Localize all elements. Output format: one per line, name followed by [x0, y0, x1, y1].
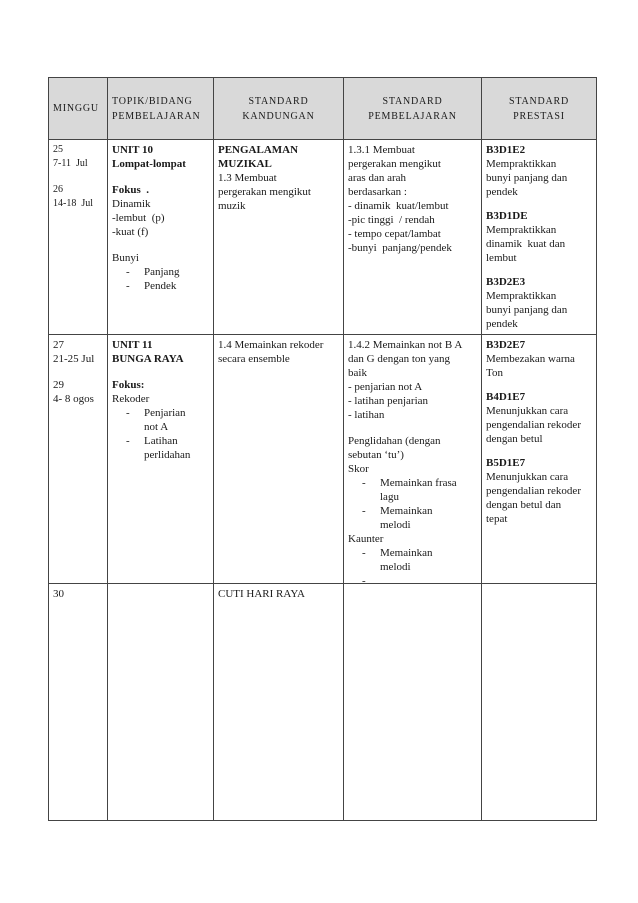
header-row — [49, 78, 597, 140]
kandungan-cell: CUTI HARI RAYA — [214, 584, 344, 821]
table-row — [49, 584, 597, 821]
pembelajaran-cell: 1.3.1 Membuat pergerakan mengikut aras dan arah berdasarkan : - dinamik kuat/lembut -pic tinggi / rendah - tempo cepat/lambat -bunyi panjang/pendek — [344, 140, 482, 335]
header-minggu: MINGGU — [49, 78, 108, 140]
list-item: - Memainkan melodi — [362, 546, 477, 574]
lesson-plan-table — [48, 77, 597, 821]
kandungan-cell: 1.4 Memainkan rekoder secara ensemble — [214, 335, 344, 584]
header-standard-prestasi: STANDARD PRESTASI — [482, 78, 597, 140]
pembelajaran-cell — [344, 584, 482, 821]
list-item: - Panjang — [126, 265, 209, 279]
minggu-cell: 27 21-25 Jul 29 4- 8 ogos — [49, 335, 108, 584]
topik-cell: UNIT 10 Lompat-lompat Fokus . Dinamik -lembut (p) -kuat (f) Bunyi - Panjang - Pendek — [108, 140, 214, 335]
list-item: - Memainkan frasa lagu — [362, 476, 477, 504]
kandungan-cell: PENGALAMAN MUZIKAL 1.3 Membuat pergerakan mengikut muzik — [214, 140, 344, 335]
list-item: - Penjarian not A — [126, 406, 209, 434]
header-topik: TOPIK/BIDANG PEMBELAJARAN — [108, 78, 214, 140]
topik-cell: UNIT 11 BUNGA RAYA Fokus: Rekoder - Penjarian not A - Latihan perlidahan — [108, 335, 214, 584]
prestasi-cell: B3D2E7 Membezakan warna Ton B4D1E7 Menunjukkan cara pengendalian rekoder dengan betul B5D1E7 Menunjukkan cara pengendalian rekoder dengan betul dan tepat — [482, 335, 597, 584]
minggu-cell: 30 — [49, 584, 108, 821]
list-item: - Latihan perlidahan — [126, 434, 209, 462]
list-item: - Pendek — [126, 279, 209, 293]
prestasi-cell: B3D1E2 Mempraktikkan bunyi panjang dan pendek B3D1DE Mempraktikkan dinamik kuat dan lembut B3D2E3 Mempraktikkan bunyi panjang dan pendek — [482, 140, 597, 335]
table-row — [49, 140, 597, 335]
table-row — [49, 335, 597, 584]
header-standard-pembelajaran: STANDARD PEMBELAJARAN — [344, 78, 482, 140]
prestasi-cell — [482, 584, 597, 821]
header-standard-kandungan: STANDARD KANDUNGAN — [214, 78, 344, 140]
topik-cell — [108, 584, 214, 821]
minggu-cell: 25 7-11 Jul 26 14-18 Jul — [49, 140, 108, 335]
pembelajaran-cell: 1.4.2 Memainkan not B A dan G dengan ton yang baik - penjarian not A - latihan penjarian - latihan Penglidahan (dengan sebutan ‘tu’) Skor - Memainkan frasa lagu - Memainkan melodi Kaunter - Memainkan melodi — [344, 335, 482, 584]
list-item: - Memainkan melodi — [362, 504, 477, 532]
